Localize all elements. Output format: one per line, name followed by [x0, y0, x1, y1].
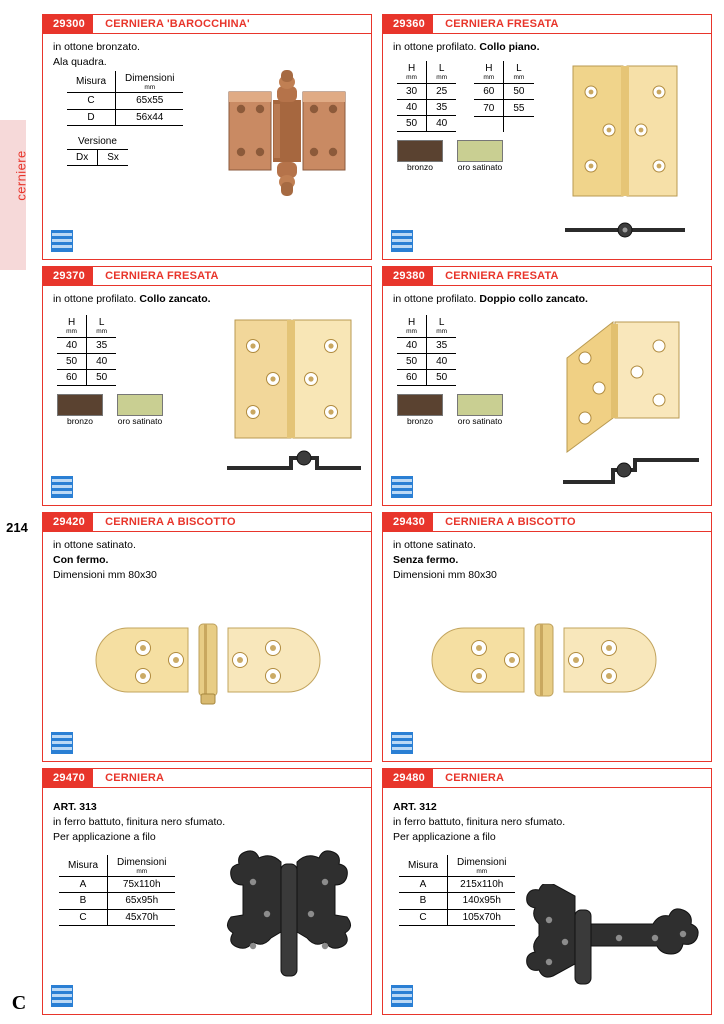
product-card-29300: [42, 14, 372, 260]
table-row: 40 35: [57, 337, 116, 353]
col-versione: Versione: [67, 134, 128, 150]
col-dimensioni: Dimensioni mm: [116, 71, 184, 93]
col-misura: Misura: [67, 71, 116, 93]
col-l: L mm: [427, 61, 457, 83]
product-image-wrought-iron-butterfly-hinge: [219, 848, 369, 1008]
table-row: 70 55: [474, 100, 533, 117]
description-line-1: in ottone satinato.: [393, 539, 476, 551]
table-row: 60 50: [397, 369, 456, 385]
dimensions-table: [399, 855, 515, 926]
product-card-29380: [382, 266, 712, 506]
product-card-29430: [382, 512, 712, 762]
description-prefix: in ottone profilato.: [393, 41, 477, 53]
description-line-2: Ala quadra.: [53, 55, 107, 68]
table-row: [67, 109, 183, 125]
finish-label: oro satinato: [457, 416, 503, 427]
product-card-29470: [42, 768, 372, 1015]
col-dimensioni: Dimensioni mm: [108, 855, 176, 877]
description-line-1: in ferro battuto, finitura nero sfumato.: [53, 815, 226, 828]
finish-oro-satinato: [457, 140, 503, 172]
table-row: A 215x110h: [399, 877, 515, 893]
product-title: CERNIERA A BISCOTTO: [445, 516, 576, 528]
material-icon: [51, 732, 73, 754]
product-card-29360: [382, 14, 712, 260]
product-card-29480: [382, 768, 712, 1015]
col-h: H mm: [474, 61, 504, 83]
product-code: 29360: [383, 15, 433, 33]
col-h: H mm: [57, 315, 87, 337]
card-header: [43, 267, 371, 286]
product-title: CERNIERA: [105, 772, 165, 784]
col-h: H mm: [397, 61, 427, 83]
col-l: L mm: [504, 61, 534, 83]
col-dimensioni: Dimensioni mm: [448, 855, 516, 877]
finish-label: bronzo: [407, 416, 433, 427]
table-row: B 65x95h: [59, 893, 175, 909]
swatch-oro-satinato: [457, 394, 503, 416]
product-image-wrought-iron-strap-hinge: [523, 884, 712, 1014]
article-number: ART. 313: [53, 801, 97, 813]
section-label: cerniere: [13, 150, 29, 201]
finish-label: bronzo: [407, 162, 433, 173]
table-row: 50 40: [397, 115, 456, 131]
swatch-bronzo: [57, 394, 103, 416]
product-image-biscuit-hinge-with-stop: [83, 610, 333, 720]
description-bold: Collo piano.: [479, 41, 540, 53]
card-header: [383, 769, 711, 788]
product-title: CERNIERA FRESATA: [105, 270, 219, 282]
publisher-logo: C: [11, 992, 27, 1014]
table-row: 50 40: [57, 353, 116, 369]
dimensions-text: Dimensioni mm 80x30: [393, 568, 497, 581]
swatch-oro-satinato: [457, 140, 503, 162]
card-header: [43, 769, 371, 788]
col-misura: Misura: [59, 855, 108, 877]
product-image-flat-hinge: [553, 56, 703, 256]
table-row: 40 35: [397, 99, 456, 115]
material-icon: [391, 732, 413, 754]
product-code: 29420: [43, 513, 93, 531]
material-icon: [391, 230, 413, 252]
table-row: [67, 149, 128, 165]
material-icon: [51, 985, 73, 1007]
card-body: [43, 788, 371, 1014]
description-line-1: in ferro battuto, finitura nero sfumato.: [393, 815, 566, 828]
dimensions-table: [67, 71, 183, 126]
material-icon: [51, 476, 73, 498]
cell-dx: Dx: [67, 149, 98, 165]
dimensions-table: [59, 855, 175, 926]
description-line-2: Per applicazione a filo: [53, 830, 156, 843]
description-bold: Senza fermo.: [393, 553, 459, 566]
dimensions-text: Dimensioni mm 80x30: [53, 568, 157, 581]
description-bold: Collo zancato.: [139, 293, 211, 305]
product-title: CERNIERA FRESATA: [445, 18, 559, 30]
col-l: L mm: [87, 315, 117, 337]
finish-bronzo: [397, 394, 443, 426]
card-body: [383, 34, 711, 259]
product-title: CERNIERA A BISCOTTO: [105, 516, 236, 528]
product-title: CERNIERA FRESATA: [445, 270, 559, 282]
product-grid: [42, 14, 712, 1015]
finish-oro-satinato: [457, 394, 503, 426]
finish-label: oro satinato: [117, 416, 163, 427]
table-row: A 75x110h: [59, 877, 175, 893]
table-row: [67, 93, 183, 109]
description-line-1: in ottone satinato.: [53, 539, 136, 551]
article-number: ART. 312: [393, 801, 437, 813]
finish-oro-satinato: [117, 394, 163, 426]
product-card-29420: [42, 512, 372, 762]
finish-bronzo: [397, 140, 443, 172]
table-row: C 105x70h: [399, 909, 515, 925]
card-body: [383, 532, 711, 761]
dimensions-table-right: [474, 61, 533, 132]
cell-misura: D: [67, 109, 116, 125]
product-code: 29430: [383, 513, 433, 531]
card-header: [43, 15, 371, 34]
swatch-bronzo: [397, 140, 443, 162]
material-icon: [51, 230, 73, 252]
product-image-biscuit-hinge-no-stop: [419, 610, 669, 720]
finish-bronzo: [57, 394, 103, 426]
product-image-barocchina-hinge: [211, 64, 361, 224]
table-row: B 140x95h: [399, 893, 515, 909]
card-header: [43, 513, 371, 532]
table-row: 60 50: [474, 83, 533, 100]
card-body: [383, 788, 711, 1014]
product-code: 29480: [383, 769, 433, 787]
description-bold: Con fermo.: [53, 553, 109, 566]
description-bold: Doppio collo zancato.: [479, 293, 588, 305]
dimensions-table: [397, 315, 456, 386]
table-row: 40 35: [397, 337, 456, 353]
description-prefix: in ottone profilato.: [393, 293, 477, 305]
cell-dimensioni: 56x44: [116, 109, 184, 125]
card-body: [383, 286, 711, 505]
left-margin-rail: [0, 0, 40, 1024]
dimensions-table-left: [397, 61, 456, 132]
product-image-double-cranked-hinge: [549, 300, 709, 500]
swatch-oro-satinato: [117, 394, 163, 416]
cell-misura: C: [67, 93, 116, 109]
description-line-1: in ottone bronzato.: [53, 41, 140, 53]
finish-label: bronzo: [67, 416, 93, 427]
table-row: 30 25: [397, 83, 456, 99]
product-code: 29370: [43, 267, 93, 285]
card-header: [383, 15, 711, 34]
table-row: [474, 117, 533, 133]
finish-label: oro satinato: [457, 162, 503, 173]
col-h: H mm: [397, 315, 427, 337]
product-title: CERNIERA: [445, 772, 505, 784]
card-header: [383, 513, 711, 532]
cell-dimensioni: 65x55: [116, 93, 184, 109]
version-table: [67, 134, 128, 166]
description: [53, 293, 363, 307]
description-prefix: in ottone profilato.: [53, 293, 137, 305]
product-card-29370: [42, 266, 372, 506]
swatch-bronzo: [397, 394, 443, 416]
description: [393, 41, 703, 55]
card-header: [383, 267, 711, 286]
product-code: 29380: [383, 267, 433, 285]
product-title: CERNIERA 'BAROCCHINA': [105, 18, 250, 30]
page-number: 214: [6, 520, 28, 535]
dimensions-table: [57, 315, 116, 386]
material-icon: [391, 476, 413, 498]
card-body: [43, 532, 371, 761]
table-row: 60 50: [57, 369, 116, 385]
description-line-2: Per applicazione a filo: [393, 830, 496, 843]
table-row: 50 40: [397, 353, 456, 369]
card-body: [43, 34, 371, 259]
table-row: C 45x70h: [59, 909, 175, 925]
card-body: [43, 286, 371, 505]
product-code: 29300: [43, 15, 93, 33]
product-image-cranked-hinge: [221, 308, 371, 498]
col-misura: Misura: [399, 855, 448, 877]
material-icon: [391, 985, 413, 1007]
product-code: 29470: [43, 769, 93, 787]
col-l: L mm: [427, 315, 457, 337]
cell-sx: Sx: [98, 149, 128, 165]
